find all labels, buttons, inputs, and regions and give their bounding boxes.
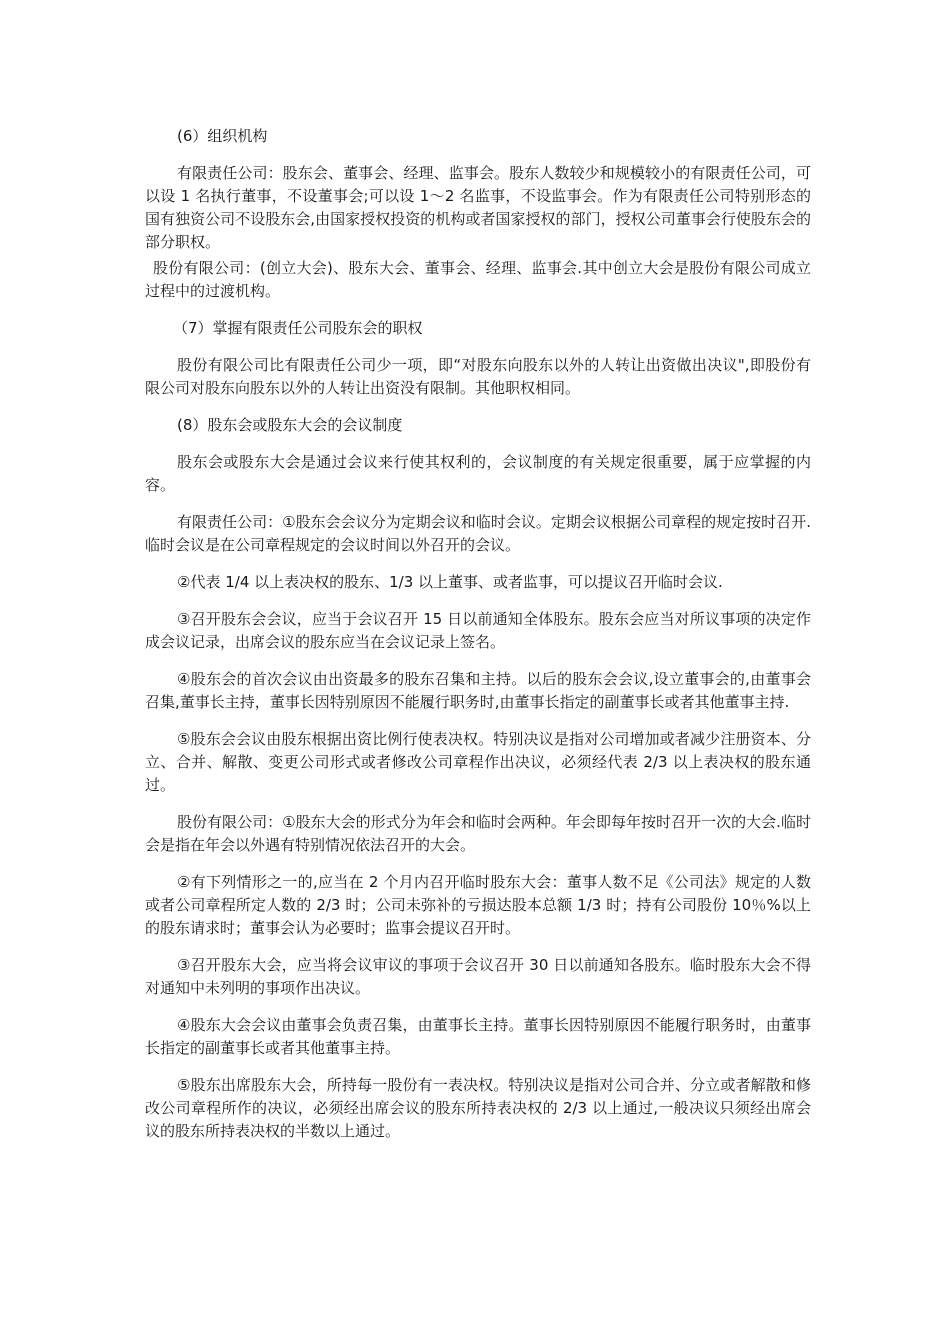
paragraph-jsc-item-3: ③召开股东大会，应当将会议审议的事项于会议召开 30 日以前通知各股东。临时股东大会不得对通知中未列明的事项作出决议。 — [145, 956, 811, 997]
document-page — [145, 125, 811, 1143]
paragraph-llc-organization: 有限责任公司：股东会、董事会、经理、监事会。股东人数较少和规模较小的有限责任公司，可以设 1 名执行董事，不设董事会;可以设 1～2 名监事，不设监事会。作为有限责任公司特别形态的国有独资公司不设股东会,由国家授权投资的机构或者国家授权的部门，授权公司董事会行使股东会的部分职权。 — [145, 164, 811, 251]
paragraph-llc-item-2: ②代表 1/4 以上表决权的股东、1/3 以上董事、或者监事，可以提议召开临时会议. — [177, 573, 723, 591]
paragraph-jsc-item-1: 股份有限公司：①股东大会的形式分为年会和临时会两种。年会即每年按时召开一次的大会.临时会是指在年会以外遇有特别情况依法召开的大会。 — [145, 813, 811, 854]
paragraph-jsc-item-4: ④股东大会会议由董事会负责召集，由董事长主持。董事长因特别原因不能履行职务时，由董事长指定的副董事长或者其他董事主持。 — [145, 1016, 811, 1057]
paragraph-jsc-item-5: ⑤股东出席股东大会，所持每一股份有一表决权。特别决议是指对公司合并、分立或者解散和修改公司章程所作的决议，必须经出席会议的股东所持表决权的 2/3 以上通过,一般决议只须经出席会议的股东所持表决权的半数以上通过。 — [145, 1076, 811, 1140]
paragraph-llc-item-3: ③召开股东会会议，应当于会议召开 15 日以前通知全体股东。股东会应当对所议事项的决定作成会议记录，出席会议的股东应当在会议记录上签名。 — [145, 610, 811, 651]
paragraph-llc-item-1: 有限责任公司：①股东会会议分为定期会议和临时会议。定期会议根据公司章程的规定按时召开.临时会议是在公司章程规定的会议时间以外召开的会议。 — [145, 513, 811, 554]
heading-organization: (6）组织机构 — [177, 127, 268, 145]
paragraph-powers: 股份有限公司比有限责任公司少一项，即“对股东向股东以外的人转让出资做出决议",即股份有限公司对股东向股东以外的人转让出资没有限制。其他职权相同。 — [145, 356, 811, 397]
paragraph-meeting-intro: 股东会或股东大会是通过会议来行使其权利的，会议制度的有关规定很重要，属于应掌握的内容。 — [145, 453, 811, 494]
paragraph-llc-item-4: ④股东会的首次会议由出资最多的股东召集和主持。以后的股东会会议,设立董事会的,由董事会召集,董事长主持，董事长因特别原因不能履行职务时,由董事长指定的副董事长或者其他董事主持. — [145, 670, 811, 711]
heading-shareholder-powers: （7）掌握有限责任公司股东会的职权 — [173, 319, 423, 337]
heading-meeting-system: (8）股东会或股东大会的会议制度 — [177, 416, 403, 434]
paragraph-jsc-organization: 股份有限公司：(创立大会)、股东大会、董事会、经理、监事会.其中创立大会是股份有限公司成立过程中的过渡机构。 — [145, 259, 811, 300]
paragraph-llc-item-5: ⑤股东会会议由股东根据出资比例行使表决权。特别决议是指对公司增加或者减少注册资本、分立、合并、解散、变更公司形式或者修改公司章程作出决议，必须经代表 2/3 以上表决权的股东通过。 — [145, 730, 811, 794]
paragraph-jsc-item-2: ②有下列情形之一的,应当在 2 个月内召开临时股东大会：董事人数不足《公司法》规定的人数或者公司章程所定人数的 2/3 时；公司未弥补的亏损达股本总额 1/3 时；持有公司股份 10％%以上的股东请求时；董事会认为必要时；监事会提议召开时。 — [145, 873, 811, 937]
